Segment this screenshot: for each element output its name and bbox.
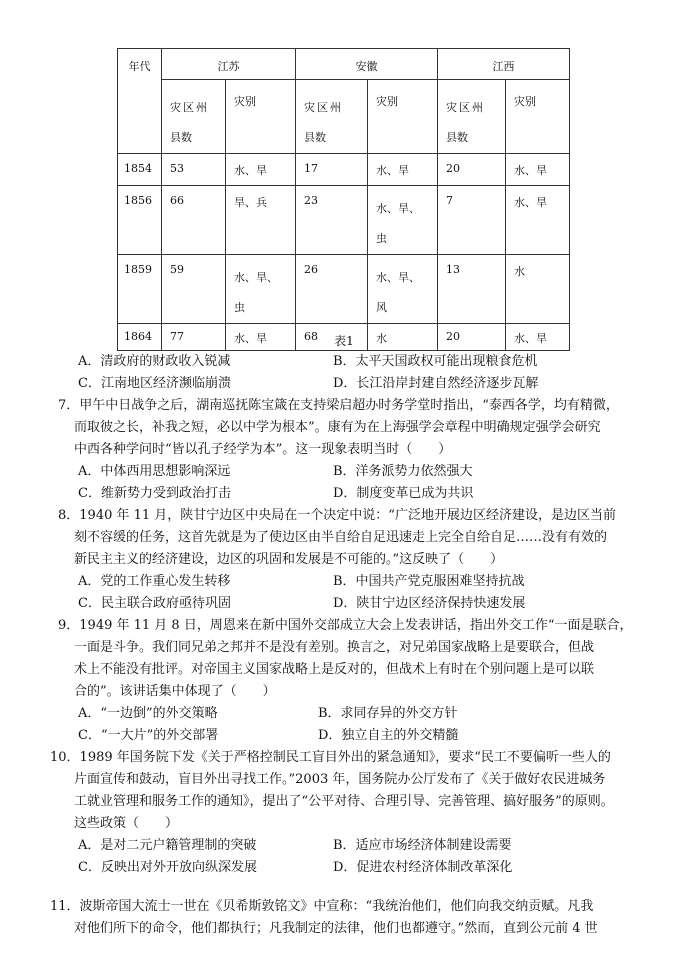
disaster-table xyxy=(117,48,570,351)
cell-text: 旱、兵 xyxy=(234,196,267,209)
cell-ah-count xyxy=(296,154,368,186)
header-province-jiangxi-text: 江西 xyxy=(492,60,515,73)
q9-option-a[interactable]: A．“一边倒”的外交策略 xyxy=(78,706,218,721)
header-province-jiangsu xyxy=(162,49,296,80)
q9-stem-line-2: 一面是斗争。我们同兄弟之邦并不是没有差别。换言之，对兄弟国家战略上是要联合，但战 xyxy=(74,640,595,655)
q11-stem-line-2: 对他们所下的命令，他们都执行；凡我制定的法律，他们也都遵守。”然而，直到公元前 4 世 xyxy=(74,921,598,936)
q11-stem-line-1: 11．波斯帝国大流士一世在《贝希斯敦铭文》中宣称：“我统治他们，他们向我交纳贡赋。凡我 xyxy=(50,899,594,914)
cell-js-type xyxy=(226,186,296,255)
cell-text: 水、旱、 xyxy=(376,271,420,284)
header-count-line1: 灾区州 xyxy=(446,101,485,114)
header-type-jiangxi xyxy=(506,80,570,154)
cell-ah-type xyxy=(368,255,438,324)
cell-text: 23 xyxy=(304,194,318,207)
cell-text: 水 xyxy=(514,265,525,278)
cell-text: 68 xyxy=(304,330,318,343)
cell-jx-type xyxy=(506,186,570,255)
header-count-line2: 县数 xyxy=(304,131,326,144)
cell-text: 26 xyxy=(304,263,318,276)
cell-text: 20 xyxy=(446,330,460,343)
cell-text: 水、旱 xyxy=(514,164,547,177)
q7-stem-line-3: 中西各种学问时“皆以孔子经学为本”。这一现象表明当时（ ） xyxy=(74,442,452,457)
q7-option-b[interactable]: B．洋务派势力依然强大 xyxy=(333,464,473,479)
header-province-jiangsu-text: 江苏 xyxy=(217,60,240,73)
header-province-anhui-text: 安徽 xyxy=(355,60,378,73)
header-type-text: 灾别 xyxy=(376,95,398,108)
q10-stem-line-4: 这些政策（ ） xyxy=(74,816,179,831)
cell-text: 水、旱、 xyxy=(234,271,278,284)
q10-option-b[interactable]: B．适应市场经济体制建设需要 xyxy=(333,838,512,853)
q9-option-b[interactable]: B．求同存异的外交方针 xyxy=(318,706,458,721)
cell-text: 水、旱 xyxy=(376,164,409,177)
q8-option-d[interactable]: D．陕甘宁边区经济保持快速发展 xyxy=(333,596,526,611)
header-province-anhui xyxy=(296,49,438,80)
table-row xyxy=(118,154,570,186)
cell-text: 水、旱、 xyxy=(376,202,420,215)
cell-year-text: 1856 xyxy=(124,194,152,207)
table-caption: 表1 xyxy=(334,334,354,348)
header-count-jiangsu xyxy=(162,80,226,154)
q9-option-c[interactable]: C．“一大片”的外交部署 xyxy=(78,728,219,743)
cell-ah-count xyxy=(296,186,368,255)
header-count-anhui xyxy=(296,80,368,154)
header-count-line2: 县数 xyxy=(446,131,468,144)
cell-text: 20 xyxy=(446,162,460,175)
q6-option-b[interactable]: B．太平天国政权可能出现粮食危机 xyxy=(333,354,538,369)
header-count-line1: 灾区州 xyxy=(170,101,209,114)
cell-text: 风 xyxy=(376,301,387,314)
cell-text: 水、旱 xyxy=(514,196,547,209)
cell-ah-count xyxy=(296,255,368,324)
header-era-text: 年代 xyxy=(128,60,151,73)
cell-jx-type xyxy=(506,255,570,324)
cell-ah-type xyxy=(368,154,438,186)
q10-option-c[interactable]: C．反映出对外开放向纵深发展 xyxy=(78,860,257,875)
header-type-text: 灾别 xyxy=(234,95,256,108)
q10-stem-line-3: 工就业管理和服务工作的通知》，提出了“公平对待、合理引导、完善管理、搞好服务”的原则。 xyxy=(74,794,614,809)
q10-option-d[interactable]: D．促进农村经济体制改革深化 xyxy=(333,860,513,875)
q10-stem-line-1: 10．1989 年国务院下发《关于严格控制民工盲目外出的紧急通知》，要求“民工不要偏听一些人的 xyxy=(50,750,611,765)
q7-stem-line-1: 7．甲午中日战争之后，湖南巡抚陈宝箴在支持梁启超办时务学堂时指出，“泰西各学，均有精微， xyxy=(58,398,619,413)
cell-year-text: 1859 xyxy=(124,263,152,276)
cell-year-text: 1864 xyxy=(124,330,152,343)
cell-js-type xyxy=(226,154,296,186)
cell-text: 水、旱 xyxy=(234,332,267,345)
table-row xyxy=(118,255,570,324)
cell-text: 水、旱 xyxy=(234,164,267,177)
cell-text: 虫 xyxy=(234,301,245,314)
cell-year xyxy=(118,186,162,255)
q7-option-d[interactable]: D．制度变革已成为共识 xyxy=(333,486,474,501)
cell-text: 7 xyxy=(446,194,453,207)
table-row xyxy=(118,186,570,255)
q8-option-b[interactable]: B．中国共产党克服困难坚持抗战 xyxy=(333,574,525,589)
cell-text: 虫 xyxy=(376,232,387,245)
q9-stem-line-1: 9．1949 年 11 月 8 日，周恩来在新中国外交部成立大会上发表讲话，指出外交工作“一面是联合， xyxy=(58,618,633,633)
cell-ah-type xyxy=(368,186,438,255)
q6-option-c[interactable]: C．江南地区经济濒临崩溃 xyxy=(78,376,231,391)
q7-option-c[interactable]: C．维新势力受到政治打击 xyxy=(78,486,231,501)
q8-stem-line-1: 8．1940 年 11 月，陕甘宁边区中央局在一个决定中说：“广泛地开展边区经济建设，是边区当前 xyxy=(58,508,616,523)
cell-text: 59 xyxy=(170,263,184,276)
header-type-anhui xyxy=(368,80,438,154)
cell-text: 13 xyxy=(446,263,460,276)
q10-option-a[interactable]: A．是对二元户籍管理制的突破 xyxy=(78,838,257,853)
header-type-text: 灾别 xyxy=(514,95,536,108)
q10-stem-line-2: 片面宣传和鼓动，盲目外出寻找工作。”2003 年，国务院办公厅发布了《关于做好农民进城务 xyxy=(74,772,606,787)
cell-year-text: 1854 xyxy=(124,162,152,175)
cell-js-count xyxy=(162,154,226,186)
cell-js-count xyxy=(162,255,226,324)
header-count-line2: 县数 xyxy=(170,131,192,144)
cell-text: 水、旱 xyxy=(514,332,547,345)
header-type-jiangsu xyxy=(226,80,296,154)
q8-option-a[interactable]: A．党的工作重心发生转移 xyxy=(78,574,231,589)
q6-option-d[interactable]: D．长江沿岸封建自然经济逐步瓦解 xyxy=(333,376,539,391)
cell-text: 水 xyxy=(376,332,387,345)
cell-text: 77 xyxy=(170,330,184,343)
q8-stem-line-3: 新民主主义的经济建设，边区的巩固和发展是不可能的。”这反映了（ ） xyxy=(74,552,504,567)
header-era xyxy=(118,49,162,154)
q6-option-a[interactable]: A．清政府的财政收入锐减 xyxy=(78,354,231,369)
q7-stem-line-2: 而取彼之长，补我之短，必以中学为根本”。康有为在上海强学会章程中明确规定强学会研究 xyxy=(74,420,601,435)
header-province-jiangxi xyxy=(438,49,570,80)
q8-option-c[interactable]: C．民主联合政府亟待巩固 xyxy=(78,596,231,611)
cell-jx-type xyxy=(506,154,570,186)
cell-text: 17 xyxy=(304,162,318,175)
cell-text: 53 xyxy=(170,162,184,175)
cell-text: 66 xyxy=(170,194,184,207)
q9-stem-line-4: 合的”。该讲话集中体现了（ ） xyxy=(74,684,276,699)
cell-year xyxy=(118,255,162,324)
cell-js-count xyxy=(162,186,226,255)
cell-jx-count xyxy=(438,255,506,324)
header-count-line1: 灾区州 xyxy=(304,101,343,114)
q7-option-a[interactable]: A．中体西用思想影响深远 xyxy=(78,464,231,479)
cell-year xyxy=(118,154,162,186)
cell-jx-count xyxy=(438,154,506,186)
q9-stem-line-3: 术上不能没有批评。对帝国主义国家战略上是反对的，但战术上有时在个别问题上是可以联 xyxy=(74,662,595,677)
cell-jx-count xyxy=(438,186,506,255)
header-count-jiangxi xyxy=(438,80,506,154)
cell-js-type xyxy=(226,255,296,324)
q9-option-d[interactable]: D．独立自主的外交精髓 xyxy=(318,728,459,743)
q8-stem-line-2: 刻不容缓的任务，这首先就是为了使边区由半自给自足迅速走上完全自给自足……没有有效的 xyxy=(74,530,608,545)
